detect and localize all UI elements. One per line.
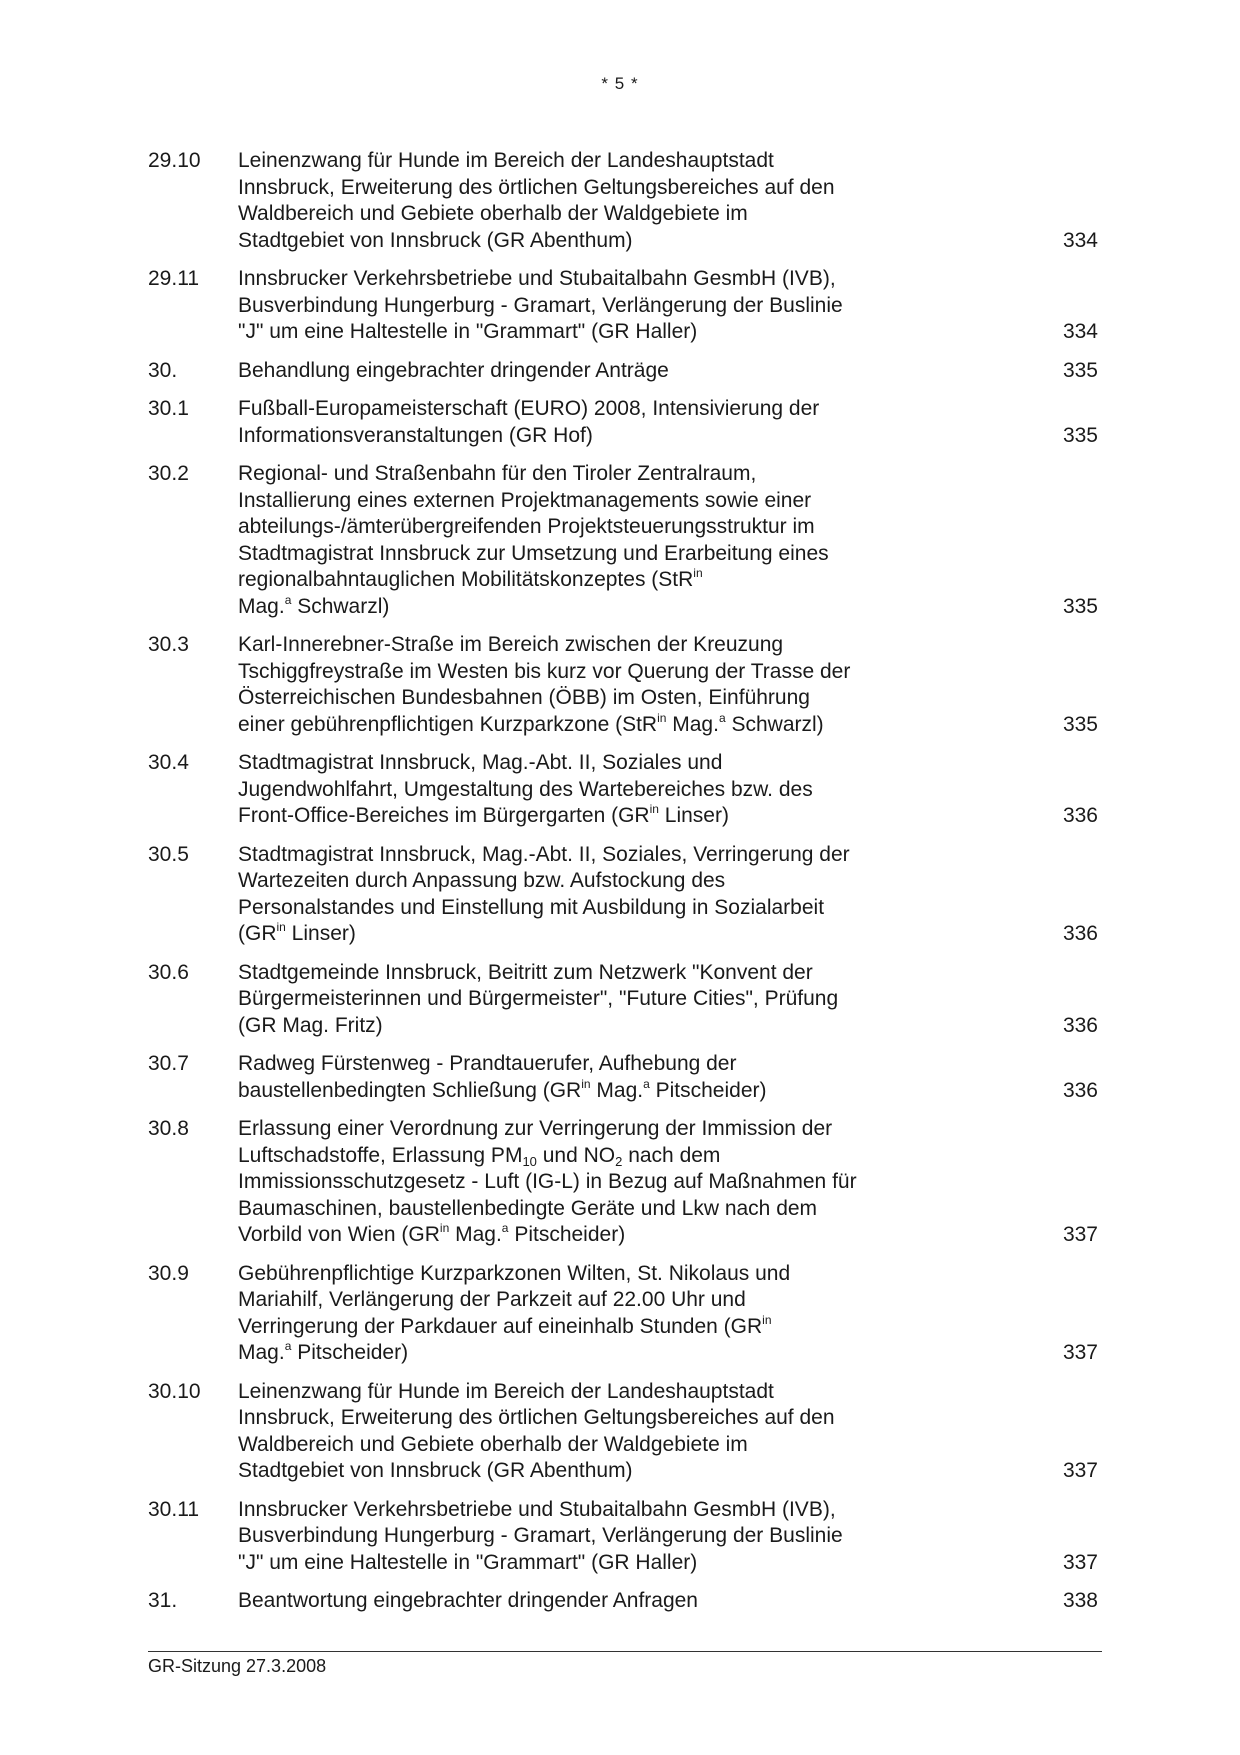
toc-entry-title [238,148,938,254]
toc-entry [148,396,1100,449]
table-of-contents [148,148,1100,1627]
toc-entry-page: 335 [1062,423,1098,447]
toc-entry [148,632,1100,738]
toc-entry [148,358,1100,385]
toc-entry-page: 335 [1062,594,1098,618]
toc-entry-title [238,1051,938,1104]
toc-entry-page: 334 [1062,320,1098,343]
toc-entry-page: 336 [1062,1013,1098,1037]
toc-entry-number: 30.7 [148,1052,189,1075]
toc-entry-title-line: Gebührenpflichtige Kurzparkzonen Wilten, St. Nikolaus und [238,1261,791,1285]
toc-entry-title [238,1261,938,1367]
toc-entry-title-line: Stadtgemeinde Innsbruck, Beitritt zum Netzwerk "Konvent der [238,960,813,984]
toc-entry-title-line: Innsbruck, Erweiterung des örtlichen Geltungsbereiches auf den [238,175,835,199]
toc-entry-page: 336 [1062,922,1098,945]
toc-entry-number: 30.10 [148,1379,201,1403]
toc-entry-page: 334 [1062,228,1098,252]
toc-entry-title-line: Innsbrucker Verkehrsbetriebe und Stubaitalbahn GesmbH (IVB), [238,267,836,290]
toc-entry-title-line: Stadtgebiet von Innsbruck (GR Abenthum) [238,228,633,252]
toc-entry-title-line: Mag.$^a$ Pitscheider) [238,1339,409,1364]
toc-entry-title-line: Innsbruck, Erweiterung des örtlichen Geltungsbereiches auf den [238,1406,835,1429]
toc-entry-title-line: Personalstandes und Einstellung mit Ausbildung in Sozialarbeit [238,895,825,919]
toc-entry-title-line: Waldbereich und Gebiete oberhalb der Waldgebiete im [238,1432,748,1456]
toc-entry-title [238,396,938,449]
toc-entry [148,842,1100,948]
toc-entry-title-line: ($GR^{in}$ Linser) [238,920,356,945]
toc-entry-title [238,1379,938,1485]
toc-entry-title-line: Installierung eines externen Projektmanagements sowie einer [238,488,812,512]
toc-entry-title-line: Leinenzwang für Hunde im Bereich der Landeshauptstadt [238,149,774,172]
toc-entry-title-line: Baumaschinen, baustellenbedingte Geräte und Lkw nach dem [238,1196,818,1220]
toc-entry [148,960,1100,1040]
toc-entry-title [238,1116,938,1249]
toc-entry-title [238,750,938,830]
toc-entry-page: 336 [1062,1078,1098,1102]
toc-entry-number: 30.1 [148,397,189,420]
toc-entry-title-line: Jugendwohlfahrt, Umgestaltung des Wartebereiches bzw. des [238,777,813,801]
toc-entry [148,461,1100,620]
toc-entry-title-line: regionalbahntauglichen Mobilitätskonzeptes (StR$^{in}$ [238,566,703,591]
toc-entry-title [238,960,938,1040]
toc-entry-title-line: Verringerung der Parkdauer auf eineinhalb Stunden ($GR^{in}$ [238,1312,772,1338]
toc-entry-page: 336 [1062,804,1098,827]
toc-entry-number: 30.4 [148,751,189,774]
toc-entry-title [238,461,938,620]
toc-entry-title-line: Front-Office-Bereiches im Bürgergarten ($GR^{in}$ Linser) [238,802,729,827]
toc-entry-page: 337 [1062,1223,1098,1246]
toc-entry-title-line: Wartezeiten durch Anpassung bzw. Aufstockung des [238,869,726,892]
toc-entry-title-line: Mariahilf, Verlängerung der Parkzeit auf 22.00 Uhr und [238,1288,746,1311]
toc-entry-number: 30.11 [148,1497,199,1521]
toc-entry-title [238,842,938,948]
toc-entry [148,1379,1100,1485]
toc-entry-title-line: Fußball-Europameisterschaft (EURO) 2008, Intensivierung der [238,397,820,420]
footer-divider [148,1651,1102,1652]
toc-entry-number: 29.11 [148,267,199,290]
toc-entry-number: 30. [148,358,178,382]
toc-entry-title-line: Bürgermeisterinnen und Bürgermeister", "Future Cities", Prüfung [238,987,839,1010]
toc-entry-title-line: Leinenzwang für Hunde im Bereich der Landeshauptstadt [238,1379,774,1403]
toc-entry-title [238,1588,938,1615]
toc-entry-number: 30.5 [148,842,189,866]
toc-entry-title-line: Informationsveranstaltungen (GR Hof) [238,423,593,447]
toc-entry-title-line: abteilungs-/ämterübergreifenden Projektsteuerungsstruktur im [238,515,815,538]
toc-entry [148,750,1100,830]
toc-entry-number: 30.9 [148,1261,189,1285]
toc-entry-page: 335 [1062,358,1098,382]
toc-entry-page: 338 [1062,1589,1098,1612]
toc-entry-title-line: Mag.$^a$ Schwarzl) [238,592,390,618]
toc-entry-title [238,358,938,385]
toc-entry [148,266,1100,346]
toc-entry-page: 335 [1062,712,1098,736]
toc-entry-title-line: "J" um eine Haltestelle in "Grammart" (GR Haller) [238,1550,698,1574]
toc-entry [148,1261,1100,1367]
toc-entry-title-line: Behandlung eingebrachter dringender Anträge [238,358,669,382]
toc-entry [148,1051,1100,1104]
toc-entry-title-line: Vorbild von Wien ($GR^{in}$ Mag.$^a$ Pitscheider) [238,1221,626,1246]
toc-entry-title-line: Luftschadstoffe, Erlassung $PM_{10}$ und $NO_2$ nach dem [238,1143,721,1169]
toc-entry-title-line: Tschiggfreystraße im Westen bis kurz vor Querung der Trasse der [238,659,851,683]
toc-entry-title-line: Immissionsschutzgesetz - Luft (IG-L) in Bezug auf Maßnahmen für [238,1170,857,1193]
toc-entry-number: 30.8 [148,1117,189,1140]
toc-entry [148,1588,1100,1615]
toc-entry-number: 30.3 [148,633,189,656]
toc-entry-title-line: Busverbindung Hungerburg - Gramart, Verlängerung der Buslinie [238,1524,843,1547]
toc-entry-title [238,266,938,346]
toc-entry-title-line: Radweg Fürstenweg - Prandtauerufer, Aufhebung der [238,1052,737,1075]
toc-entry [148,148,1100,254]
toc-entry-page: 337 [1062,1459,1098,1482]
toc-entry-title-line: Waldbereich und Gebiete oberhalb der Waldgebiete im [238,202,748,225]
toc-entry-number: 31. [148,1589,178,1612]
toc-entry-title-line: Erlassung einer Verordnung zur Verringerung der Immission der [238,1117,833,1140]
toc-entry-title-line: Beantwortung eingebrachter dringender Anfragen [238,1589,698,1612]
toc-entry-number: 30.6 [148,960,189,984]
toc-entry-title-line: baustellenbedingten Schließung ($GR^{in}$ Mag.$^a$ Pitscheider) [238,1076,767,1102]
toc-entry-title-line: Stadtmagistrat Innsbruck zur Umsetzung und Erarbeitung eines [238,541,829,565]
toc-entry [148,1497,1100,1577]
toc-entry-page: 337 [1062,1341,1098,1364]
toc-entry-title-line: Österreichischen Bundesbahnen (ÖBB) im Osten, Einführung [238,686,810,709]
toc-entry-title-line: Stadtmagistrat Innsbruck, Mag.-Abt. II, Soziales und [238,751,723,774]
toc-entry-title-line: Busverbindung Hungerburg - Gramart, Verlängerung der Buslinie [238,293,843,317]
toc-entry [148,1116,1100,1249]
toc-entry-page: 337 [1062,1550,1098,1574]
toc-entry-title-line: Regional- und Straßenbahn für den Tiroler Zentralraum, [238,462,757,485]
footer-session-date: GR-Sitzung 27.3.2008 [148,1656,327,1676]
toc-entry-number: 30.2 [148,462,189,485]
toc-entry-title-line: Innsbrucker Verkehrsbetriebe und Stubaitalbahn GesmbH (IVB), [238,1497,836,1521]
toc-entry-title-line: (GR Mag. Fritz) [238,1013,383,1037]
toc-entry-title-line: Stadtmagistrat Innsbruck, Mag.-Abt. II, Soziales, Verringerung der [238,842,850,866]
toc-entry-number: 29.10 [148,149,201,172]
toc-entry-title-line: einer gebührenpflichtigen Kurzparkzone (StR$^{in}$ Mag.$^a$ Schwarzl) [238,710,824,736]
toc-entry-title-line: "J" um eine Haltestelle in "Grammart" (GR Haller) [238,320,698,343]
toc-entry-title-line: Stadtgebiet von Innsbruck (GR Abenthum) [238,1459,633,1482]
toc-entry-title-line: Karl-Innerebner-Straße im Bereich zwischen der Kreuzung [238,633,784,656]
page-number: * 5 * [601,74,639,93]
toc-entry-title [238,1497,938,1577]
toc-entry-title [238,632,938,738]
